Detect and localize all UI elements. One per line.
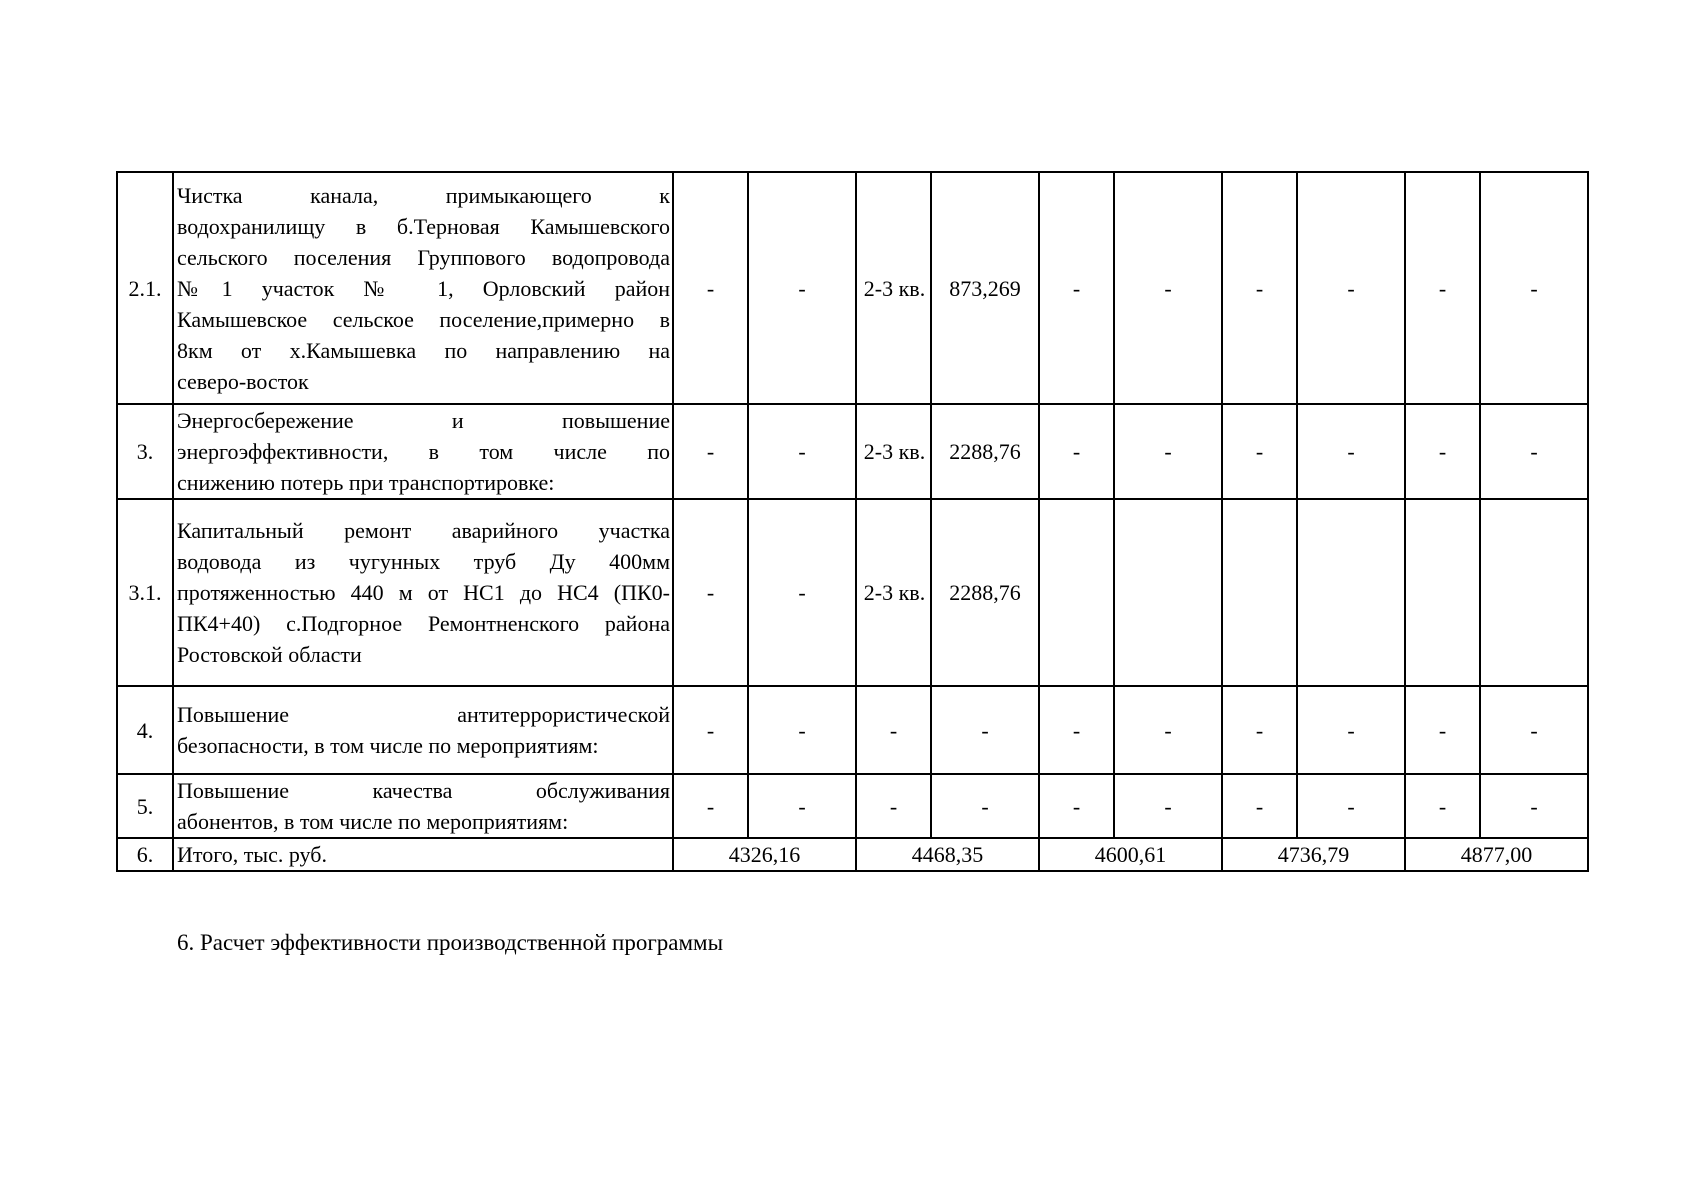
value-cell: - bbox=[1405, 774, 1480, 838]
value-cell: - bbox=[1114, 686, 1222, 774]
quarter-cell: 2-3 кв. bbox=[856, 172, 931, 404]
value-cell bbox=[1114, 499, 1222, 686]
quarter-cell: 2-3 кв. bbox=[856, 499, 931, 686]
value-cell: - bbox=[748, 774, 856, 838]
table-row bbox=[117, 404, 1588, 499]
description-line: сельского поселения Группового водопровода bbox=[177, 244, 670, 270]
row-number: 3.1. bbox=[117, 499, 173, 686]
value-cell: - bbox=[1480, 686, 1588, 774]
total-label: Итого, тыс. руб. bbox=[173, 838, 673, 871]
total-value: 4736,79 bbox=[1222, 838, 1405, 871]
description-line: Ростовской области bbox=[177, 642, 362, 667]
value-cell: - bbox=[1297, 172, 1405, 404]
value-cell: - bbox=[931, 774, 1039, 838]
description-line: Капитальный ремонт аварийного участка bbox=[177, 518, 670, 543]
value-cell: - bbox=[673, 774, 748, 838]
value-cell: - bbox=[1480, 404, 1588, 499]
value-cell: - bbox=[1222, 172, 1297, 404]
row-description bbox=[173, 686, 673, 774]
table-body bbox=[117, 172, 1588, 871]
table-row bbox=[117, 686, 1588, 774]
description-line: снижению потерь при транспортировке: bbox=[177, 470, 555, 495]
value-cell: - bbox=[1297, 774, 1405, 838]
amount-cell: 2288,76 bbox=[931, 404, 1039, 499]
value-cell: - bbox=[748, 404, 856, 499]
total-value: 4600,61 bbox=[1039, 838, 1222, 871]
description-line: Камышевское сельское поселение,примерно в bbox=[177, 306, 670, 332]
description-line: протяженностью 440 м от НС1 до НС4 (ПК0- bbox=[177, 580, 670, 605]
description-line: Чистка канала, примыкающего к bbox=[177, 182, 670, 208]
description-line: водовода из чугунных труб Ду 400мм bbox=[177, 549, 670, 574]
row-number: 2.1. bbox=[117, 172, 173, 404]
value-cell: - bbox=[1039, 774, 1114, 838]
value-cell bbox=[1480, 499, 1588, 686]
value-cell: - bbox=[1222, 686, 1297, 774]
value-cell: - bbox=[673, 686, 748, 774]
total-value: 4326,16 bbox=[673, 838, 856, 871]
description-line: Энергосбережение и повышение bbox=[177, 408, 670, 433]
value-cell bbox=[1405, 499, 1480, 686]
value-cell: - bbox=[1405, 404, 1480, 499]
section-heading: 6. Расчет эффективности производственной программы bbox=[177, 930, 724, 955]
value-cell: - bbox=[1480, 774, 1588, 838]
value-cell bbox=[1222, 499, 1297, 686]
description-line: Повышение качества обслуживания bbox=[177, 778, 670, 803]
description-line: энергоэффективности, в том числе по bbox=[177, 439, 670, 464]
value-cell: - bbox=[1222, 404, 1297, 499]
value-cell: - bbox=[1405, 172, 1480, 404]
table-row bbox=[117, 499, 1588, 686]
value-cell: - bbox=[1480, 172, 1588, 404]
row-description bbox=[173, 172, 673, 404]
row-description bbox=[173, 774, 673, 838]
total-row bbox=[117, 838, 1588, 871]
description-line: водохранилищу в б.Терновая Камышевского bbox=[177, 213, 670, 239]
quarter-cell: 2-3 кв. bbox=[856, 404, 931, 499]
amount-cell: 873,269 bbox=[931, 172, 1039, 404]
description-line: Повышение антитеррористической bbox=[177, 702, 670, 727]
description-line: северо-восток bbox=[177, 368, 309, 394]
description-line: абонентов, в том числе по мероприятиям: bbox=[177, 809, 569, 834]
table-row bbox=[117, 774, 1588, 838]
value-cell: - bbox=[673, 172, 748, 404]
row-number: 5. bbox=[117, 774, 173, 838]
value-cell: - bbox=[856, 686, 931, 774]
program-table bbox=[116, 171, 1589, 872]
value-cell: - bbox=[1039, 172, 1114, 404]
description-line: 8км от х.Камышевка по направлению на bbox=[177, 337, 670, 363]
value-cell: - bbox=[748, 686, 856, 774]
value-cell: - bbox=[856, 774, 931, 838]
value-cell: - bbox=[931, 686, 1039, 774]
value-cell: - bbox=[1297, 404, 1405, 499]
description-line: №1 участок № 1, Орловский район bbox=[177, 275, 670, 301]
value-cell: - bbox=[673, 499, 748, 686]
amount-cell: 2288,76 bbox=[931, 499, 1039, 686]
value-cell: - bbox=[1405, 686, 1480, 774]
row-number: 4. bbox=[117, 686, 173, 774]
value-cell: - bbox=[1114, 774, 1222, 838]
value-cell: - bbox=[1039, 686, 1114, 774]
value-cell: - bbox=[1222, 774, 1297, 838]
row-number: 6. bbox=[117, 838, 173, 871]
total-value: 4877,00 bbox=[1405, 838, 1588, 871]
value-cell: - bbox=[748, 499, 856, 686]
row-number: 3. bbox=[117, 404, 173, 499]
value-cell: - bbox=[1297, 686, 1405, 774]
description-line: ПК4+40) с.Подгорное Ремонтненского района bbox=[177, 611, 670, 636]
value-cell: - bbox=[1114, 172, 1222, 404]
value-cell: - bbox=[1114, 404, 1222, 499]
value-cell: - bbox=[748, 172, 856, 404]
value-cell bbox=[1297, 499, 1405, 686]
value-cell bbox=[1039, 499, 1114, 686]
value-cell: - bbox=[1039, 404, 1114, 499]
description-line: безопасности, в том числе по мероприятиям: bbox=[177, 733, 599, 758]
row-description bbox=[173, 404, 673, 499]
value-cell: - bbox=[673, 404, 748, 499]
row-description bbox=[173, 499, 673, 686]
table-row bbox=[117, 172, 1588, 404]
total-value: 4468,35 bbox=[856, 838, 1039, 871]
